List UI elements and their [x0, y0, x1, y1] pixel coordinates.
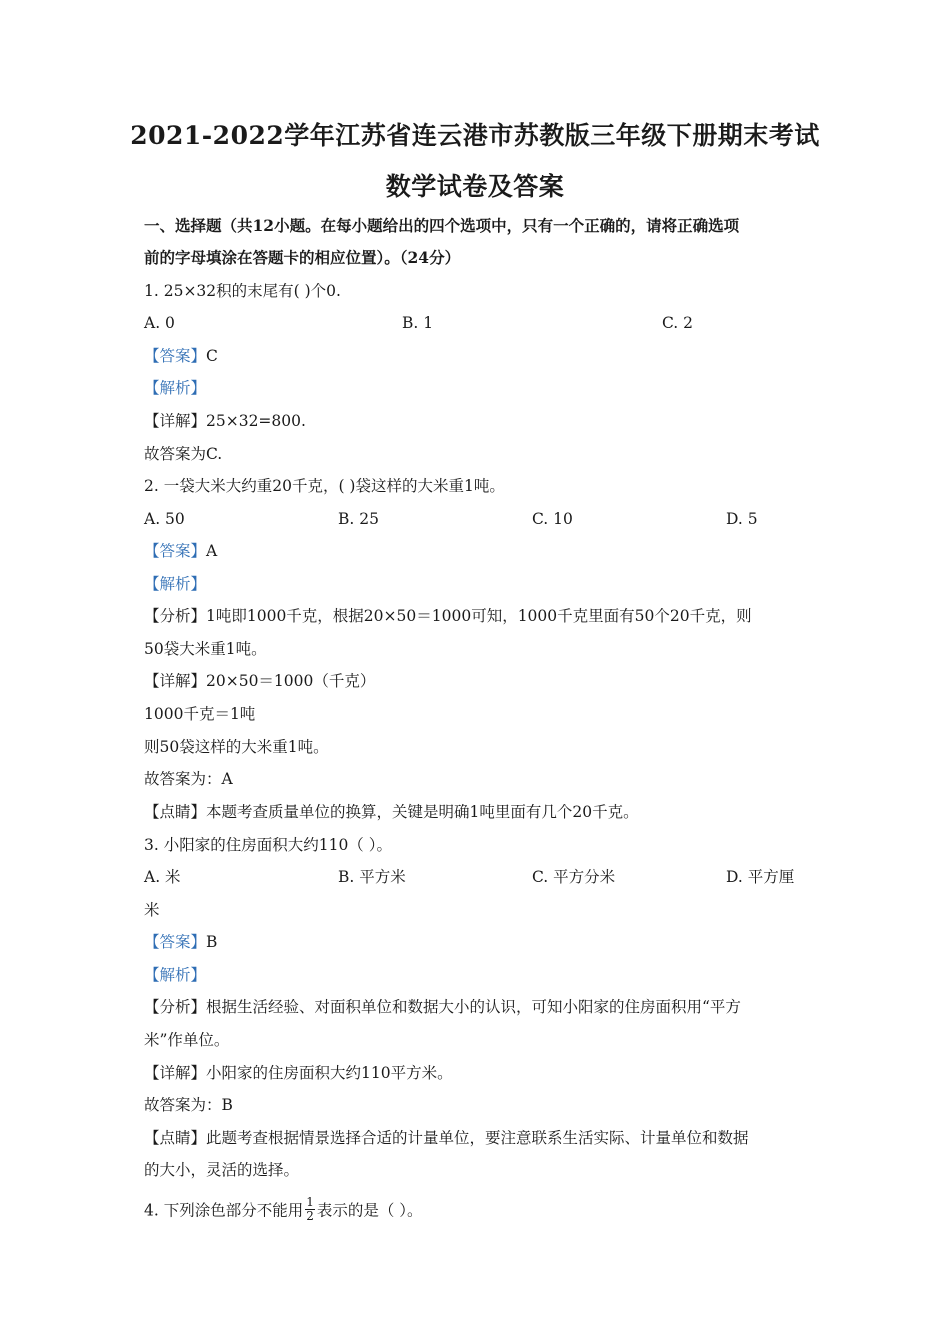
q1-analysis-tag: 【解析】 — [144, 379, 207, 397]
q3-option-d: D. 平方厘 — [726, 868, 795, 886]
q4-stem-after: 表示的是（ ）。 — [316, 1201, 423, 1220]
q3-option-a: A. 米 — [144, 868, 181, 886]
q2-option-d: D. 5 — [726, 510, 758, 528]
q3-stem: 3. 小阳家的住房面积大约110（ ）。 — [144, 836, 392, 854]
q1-answer — [144, 346, 218, 366]
q2-option-b: B. 25 — [338, 510, 379, 528]
q4-stem-before: 4. 下列涂色部分不能用 — [144, 1201, 304, 1220]
q4-stem — [144, 1195, 423, 1225]
q4-fraction-denominator: 2 — [306, 1209, 314, 1223]
q3-answer-value: B — [206, 933, 218, 951]
q2-option-a: A. 50 — [144, 510, 185, 528]
q3-analysis-tag: 【解析】 — [144, 966, 207, 984]
q3-answer-tag: 【答案】 — [144, 933, 207, 951]
q3-analysis-line1: 【分析】根据生活经验、对面积单位和数据大小的认识，可知小阳家的住房面积用“平方 — [144, 998, 741, 1016]
q2-option-c: C. 10 — [532, 510, 573, 528]
q3-option-d-wrap: 米 — [144, 901, 160, 919]
q2-analysis-tag: 【解析】 — [144, 575, 207, 593]
q2-detail2: 1000千克＝1吨 — [144, 705, 256, 723]
q2-answer-tag: 【答案】 — [144, 542, 207, 560]
q1-option-a: A. 0 — [144, 314, 175, 332]
q2-answer-value: A — [206, 542, 218, 560]
q3-detail: 【详解】小阳家的住房面积大约110平方米。 — [144, 1064, 453, 1082]
q1-answer-tag: 【答案】 — [144, 347, 207, 365]
q1-stem: 1. 25×32积的末尾有( )个0. — [144, 282, 341, 300]
q4-fraction — [305, 1196, 315, 1223]
q2-comment: 【点睛】本题考查质量单位的换算，关键是明确1吨里面有几个20千克。 — [144, 803, 639, 821]
q2-analysis-line1: 【分析】1吨即1000千克，根据20×50＝1000可知，1000千克里面有50个20千克，则 — [144, 607, 752, 625]
q4-fraction-numerator: 1 — [306, 1195, 314, 1209]
q1-conclusion: 故答案为C. — [144, 445, 223, 463]
q1-option-c: C. 2 — [662, 314, 694, 332]
q3-option-c: C. 平方分米 — [532, 868, 616, 886]
q2-conclusion: 故答案为：A — [144, 770, 233, 788]
q2-stem: 2. 一袋大米大约重20千克，( )袋这样的大米重1吨。 — [144, 477, 505, 495]
section-heading-line1: 一、选择题（共12小题。在每小题给出的四个选项中，只有一个正确的，请将正确选项 — [144, 216, 740, 235]
q2-answer — [144, 541, 217, 561]
q2-analysis-line2: 50袋大米重1吨。 — [144, 640, 267, 658]
section-heading-line2: 前的字母填涂在答题卡的相应位置）。（24分） — [144, 248, 461, 267]
doc-title-line1: 2021-2022学年江苏省连云港市苏教版三年级下册期末考试 — [130, 121, 820, 150]
q2-detail1: 【详解】20×50＝1000（千克） — [144, 672, 376, 690]
q3-comment-line1: 【点睛】此题考查根据情景选择合适的计量单位，要注意联系生活实际、计量单位和数据 — [144, 1129, 749, 1147]
q1-option-b: B. 1 — [402, 314, 434, 332]
doc-title-line2: 数学试卷及答案 — [385, 172, 565, 201]
q1-answer-value: C — [206, 347, 218, 365]
q3-conclusion: 故答案为：B — [144, 1096, 233, 1114]
q3-comment-line2: 的大小，灵活的选择。 — [144, 1161, 300, 1179]
q3-answer — [144, 932, 217, 952]
q2-detail3: 则50袋这样的大米重1吨。 — [144, 738, 329, 756]
q3-option-b: B. 平方米 — [338, 868, 406, 886]
q1-detail: 【详解】25×32=800. — [144, 412, 306, 430]
q3-analysis-line2: 米”作单位。 — [144, 1031, 230, 1049]
